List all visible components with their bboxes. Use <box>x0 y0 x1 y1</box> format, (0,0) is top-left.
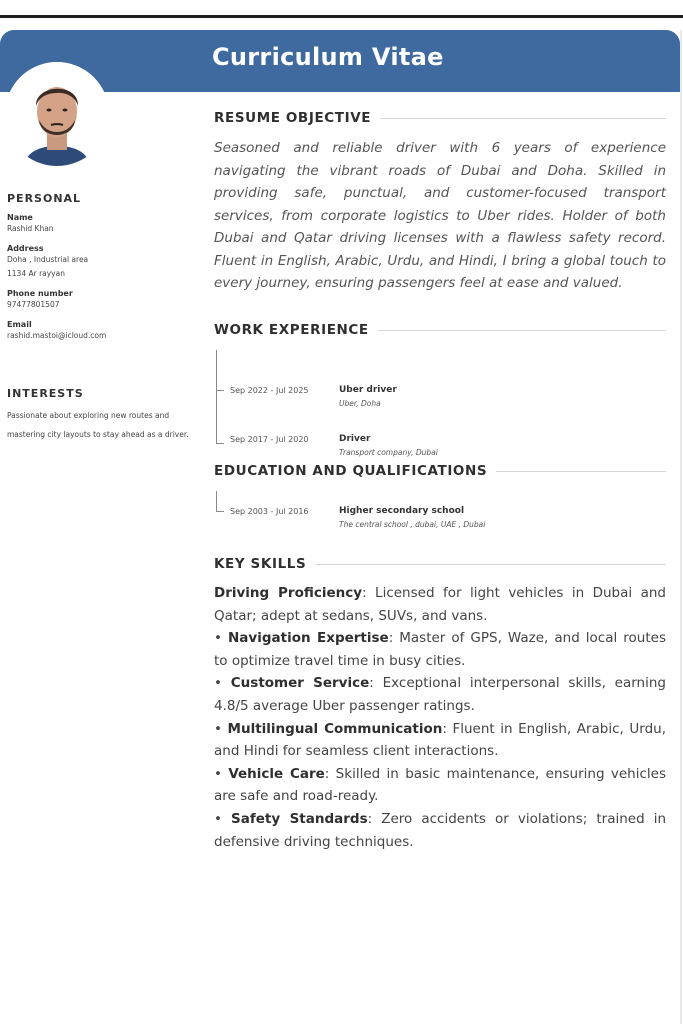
page-edge <box>680 30 682 1024</box>
section-title: KEY SKILLS <box>214 556 307 572</box>
education-section <box>214 463 666 547</box>
timeline-line <box>216 350 217 444</box>
timeline-tick <box>216 511 224 512</box>
skills-section <box>214 556 666 853</box>
objective-text: Seasoned and reliable driver with 6 years of experience navigating the vibrant roads of Dubai and Doha. Skilled in providing safe, punctual, and customer-focused transport services, from corporate logistics to Uber rides. Holder of both Dubai and Qatar driving licenses with a flawless safety record. Fluent in English, Arabic, Urdu, and Hindi, I bring a global touch to every journey, ensuring passengers feel at ease and valued. <box>214 140 666 291</box>
skill-item: • Vehicle Care: Skilled in basic maintenance, ensuring vehicles are safe and road-ready. <box>214 765 666 805</box>
skill-item: • Customer Service: Exceptional interpersonal skills, earning 4.8/5 average Uber passenger ratings. <box>214 675 666 714</box>
field-label: Name <box>7 213 33 222</box>
skill-name: Navigation Expertise <box>228 630 389 647</box>
section-title: WORK EXPERIENCE <box>214 322 369 338</box>
work-timeline <box>214 346 666 457</box>
timeline-tick <box>216 390 224 391</box>
skill-name: Multilingual Communication <box>227 720 443 737</box>
top-divider <box>0 15 683 18</box>
skill-item: • Navigation Expertise: Master of GPS, Waze, and local routes to optimize travel time in busy cities. <box>214 630 666 669</box>
skill-item <box>214 582 666 627</box>
objective-section <box>214 110 666 295</box>
timeline-line <box>216 491 217 511</box>
name-field <box>7 213 197 236</box>
field-value: rashid.mastoi@icloud.com <box>7 331 107 340</box>
entry-title: Uber driver <box>339 385 397 395</box>
skill-name: Vehicle Care <box>228 765 325 782</box>
interests-section <box>7 387 197 444</box>
phone-field <box>7 289 197 312</box>
field-value: 97477801507 <box>7 300 60 309</box>
section-divider <box>496 471 666 472</box>
skill-text: : Exceptional interpersonal skills, earning 4.8/5 average Uber passenger ratings. <box>214 675 666 714</box>
section-divider <box>378 330 666 331</box>
field-label: Email <box>7 320 32 329</box>
skill-text: : Zero accidents or violations; trained in defensive driving techniques. <box>214 810 667 850</box>
skill-text: : Master of GPS, Waze, and local routes to optimize travel time in busy cities. <box>214 630 666 669</box>
interests-heading: INTERESTS <box>7 387 84 400</box>
document-title: Curriculum Vitae <box>212 43 444 71</box>
entry-title: Higher secondary school <box>339 506 465 516</box>
section-divider <box>315 564 666 565</box>
skill-text: : Fluent in English, Arabic, Urdu, and Hindi for seamless client interactions. <box>214 720 666 760</box>
skill-name: Safety Standards <box>231 810 368 827</box>
skill-item: • Multilingual Communication: Fluent in English, Arabic, Urdu, and Hindi for seamless client interactions. <box>214 720 666 760</box>
field-label: Phone number <box>7 289 73 298</box>
email-field <box>7 320 197 343</box>
skills-list <box>214 582 666 853</box>
field-value: Rashid Khan <box>7 224 54 233</box>
personal-heading: PERSONAL <box>7 192 82 205</box>
section-title: RESUME OBJECTIVE <box>214 110 372 126</box>
skill-name: Customer Service <box>230 675 370 692</box>
timeline-tick <box>216 443 224 444</box>
field-value: 1134 Ar rayyan <box>7 269 65 278</box>
skill-text: : Skilled in basic maintenance, ensuring vehicles are safe and road-ready. <box>214 765 666 805</box>
entry-title: Driver <box>339 434 371 444</box>
entry-dates: Sep 2022 - Jul 2025 <box>230 386 309 395</box>
field-label: Address <box>7 244 44 253</box>
address-field <box>7 244 197 281</box>
field-value: Doha , Industrial area <box>7 255 89 264</box>
profile-photo <box>5 62 109 166</box>
skill-name: Driving Proficiency <box>214 585 363 601</box>
entry-dates: Sep 2017 - Jul 2020 <box>230 435 309 444</box>
skill-item: • Safety Standards: Zero accidents or violations; trained in defensive driving techniques. <box>214 810 667 850</box>
education-timeline <box>214 487 666 547</box>
personal-section <box>7 192 197 343</box>
section-title: EDUCATION AND QUALIFICATIONS <box>214 463 488 479</box>
interests-text: Passionate about exploring new routes and mastering city layouts to stay ahead as a driver. <box>7 411 189 439</box>
entry-dates: Sep 2003 - Jul 2016 <box>230 507 309 516</box>
skill-text: : Licensed for light vehicles in Dubai and Qatar; adept at sedans, SUVs, and vans. <box>214 585 666 624</box>
work-section <box>214 322 666 457</box>
entry-subtitle: Transport company, Dubai <box>339 448 438 457</box>
section-divider <box>380 118 666 119</box>
entry-subtitle: The central school , dubai, UAE , Dubai <box>339 520 486 529</box>
entry-subtitle: Uber, Doha <box>339 399 381 408</box>
